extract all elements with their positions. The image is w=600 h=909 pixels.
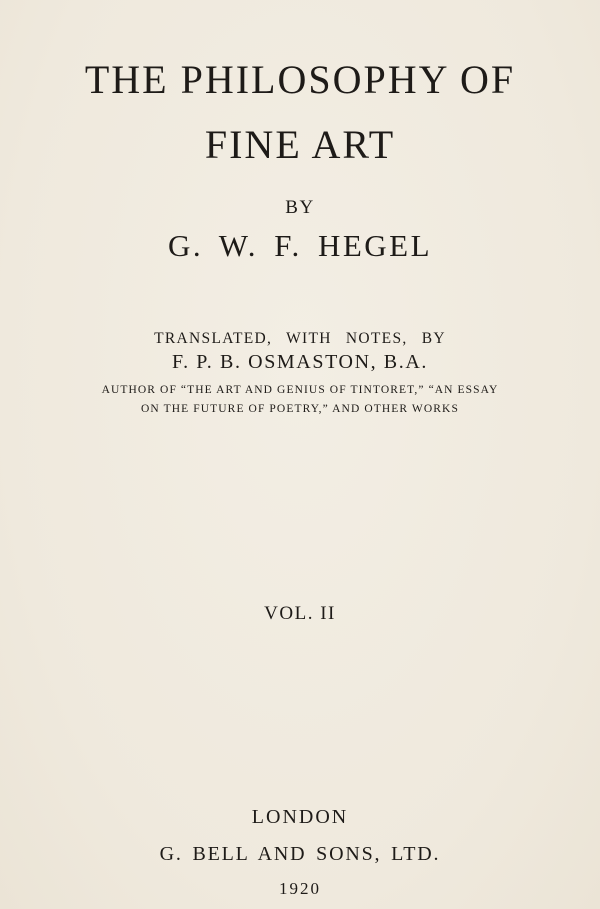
imprint-year: 1920 [279, 879, 321, 898]
translator-name: F. P. B. OSMASTON, B.A. [171, 351, 428, 373]
translator-works-line-1: AUTHOR OF “THE ART AND GENIUS OF TINTORET,” “AN ESSAY [101, 384, 499, 396]
book-title-line-1: THE PHILOSOPHY OF [84, 57, 516, 102]
book-title-line-2: FINE ART [204, 122, 396, 167]
imprint-city: LONDON [251, 806, 349, 828]
translation-note: TRANSLATED, WITH NOTES, BY [154, 330, 446, 347]
volume-label: VOL. II [264, 603, 336, 624]
by-label: BY [285, 197, 315, 218]
author-name: G. W. F. HEGEL [167, 228, 433, 263]
translator-works-line-2: ON THE FUTURE OF POETRY,” AND OTHER WORKS [141, 403, 459, 415]
imprint-publisher: G. BELL AND SONS, LTD. [159, 843, 441, 865]
